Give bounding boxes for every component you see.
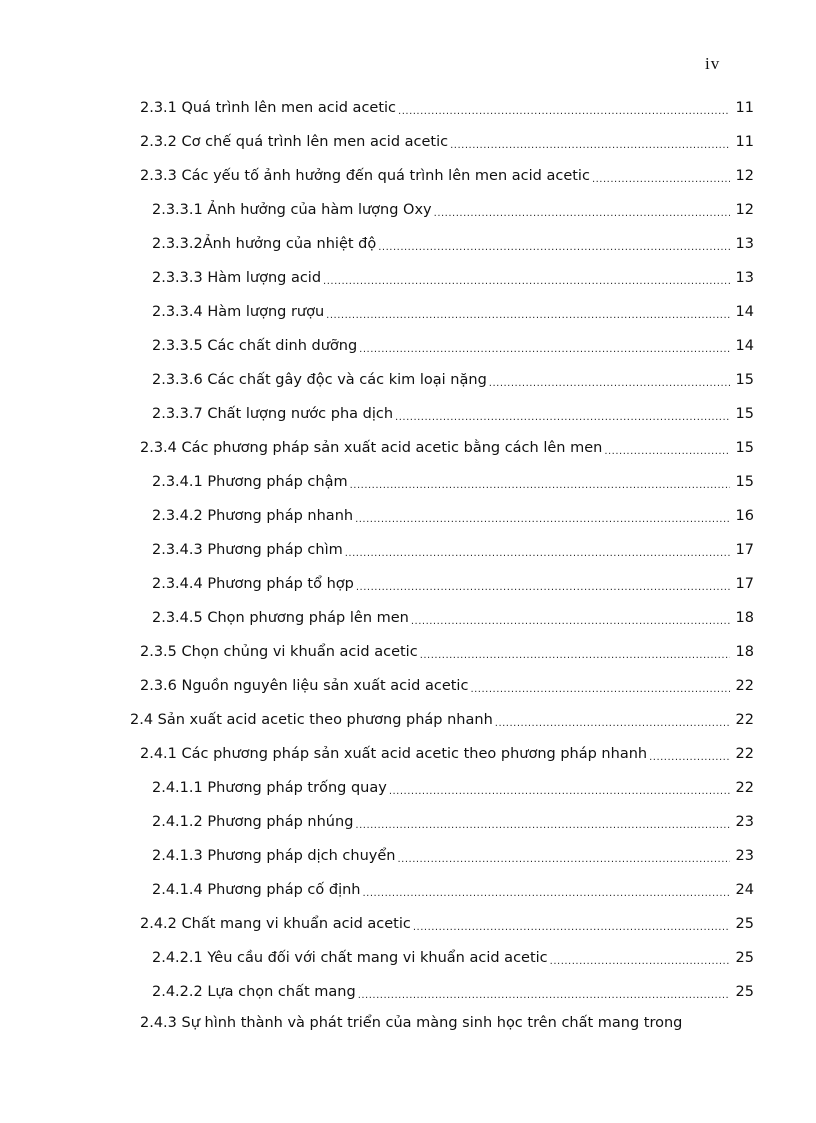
toc-entry[interactable] (0, 941, 816, 975)
toc-leader-dots (363, 888, 730, 899)
toc-entry-title: 2.3.3.6 Các chất gây độc và các kim loại nặng (152, 372, 487, 388)
toc-entry-page: 17 (735, 576, 754, 592)
toc-leader-dots (355, 820, 729, 831)
toc-entry-page: 15 (735, 372, 754, 388)
toc-entry-title: 2.4.2.1 Yêu cầu đối với chất mang vi khuẩn acid acetic (152, 950, 548, 966)
toc-leader-dots (355, 514, 729, 525)
toc-entry[interactable] (0, 703, 816, 737)
toc-leader-dots (358, 990, 730, 1001)
toc-entry-title: 2.3.6 Nguồn nguyên liệu sản xuất acid acetic (140, 678, 469, 694)
toc-entry-page: 25 (735, 950, 754, 966)
toc-leader-dots (356, 582, 730, 593)
toc-entry-title: 2.4.1.3 Phương pháp dịch chuyển (152, 848, 396, 864)
toc-entry-page: 24 (735, 882, 754, 898)
toc-entry[interactable] (0, 329, 816, 363)
toc-entry-title: 2.3.4.2 Phương pháp nhanh (152, 508, 354, 524)
toc-entry[interactable] (0, 499, 816, 533)
toc-entry-page: 22 (735, 712, 754, 728)
toc-entry-page: 13 (735, 236, 754, 252)
toc-entry-title: 2.3.3.7 Chất lượng nước pha dịch (152, 406, 394, 422)
toc-entry-page: 22 (735, 746, 754, 762)
toc-entry-page: 11 (735, 100, 754, 116)
toc-entry[interactable] (0, 975, 816, 1009)
toc-leader-dots (350, 480, 730, 491)
toc-entry-title: 2.3.2 Cơ chế quá trình lên men acid acetic (140, 134, 449, 150)
toc-entry-page: 15 (735, 406, 754, 422)
toc-leader-dots (495, 718, 730, 729)
toc-entry[interactable] (0, 669, 816, 703)
toc-entry[interactable] (0, 873, 816, 907)
toc-entry-page: 14 (735, 304, 754, 320)
toc-entry-page: 22 (735, 678, 754, 694)
toc-leader-dots (489, 378, 730, 389)
toc-entry[interactable] (0, 771, 816, 805)
toc-leader-dots (359, 344, 729, 355)
toc-entry-title: 2.3.3.3 Hàm lượng acid (152, 270, 322, 286)
toc-entry[interactable] (0, 805, 816, 839)
toc-entry-title: 2.3.1 Quá trình lên men acid acetic (140, 100, 397, 116)
toc-entry[interactable] (0, 907, 816, 941)
toc-entry-title: 2.3.3.5 Các chất dinh dưỡng (152, 338, 358, 354)
toc-entry[interactable] (0, 839, 816, 873)
toc-entry-title: 2.3.3.2Ảnh hưởng của nhiệt độ (152, 236, 377, 252)
toc-entry-page: 25 (735, 916, 754, 932)
toc-entry-title: 2.4.1.1 Phương pháp trống quay (152, 780, 387, 796)
toc-entry-page: 11 (735, 134, 754, 150)
toc-entry-page: 16 (735, 508, 754, 524)
toc-leader-dots (397, 854, 729, 865)
toc-leader-dots (550, 956, 730, 967)
toc-entry-page: 23 (735, 848, 754, 864)
toc-leader-dots (420, 650, 730, 661)
toc-entry-title: 2.4.1.2 Phương pháp nhúng (152, 814, 354, 830)
toc-entry-title: 2.4 Sản xuất acid acetic theo phương pháp nhanh (130, 712, 493, 728)
toc-entry-page: 22 (735, 780, 754, 796)
toc-entry[interactable] (0, 125, 816, 159)
toc-leader-dots (413, 922, 730, 933)
toc-trailing-entry: 2.4.3 Sự hình thành và phát triển của màng sinh học trên chất mang trong (140, 1015, 683, 1031)
toc-entry[interactable] (0, 227, 816, 261)
toc-leader-dots (411, 616, 730, 627)
toc-leader-dots (434, 208, 730, 219)
toc-leader-dots (649, 752, 729, 763)
table-of-contents (0, 91, 816, 1009)
toc-entry-title: 2.4.2.2 Lựa chọn chất mang (152, 984, 356, 1000)
toc-entry[interactable] (0, 635, 816, 669)
toc-entry[interactable] (0, 567, 816, 601)
toc-entry-page: 12 (735, 202, 754, 218)
toc-entry[interactable] (0, 533, 816, 567)
toc-entry-page: 15 (735, 440, 754, 456)
toc-entry-page: 17 (735, 542, 754, 558)
toc-entry-title: 2.3.4.1 Phương pháp chậm (152, 474, 348, 490)
toc-entry[interactable] (0, 397, 816, 431)
toc-entry-page: 14 (735, 338, 754, 354)
toc-entry-title: 2.4.1.4 Phương pháp cố định (152, 882, 361, 898)
toc-entry[interactable] (0, 363, 816, 397)
toc-entry-page: 23 (735, 814, 754, 830)
toc-entry[interactable] (0, 601, 816, 635)
toc-entry[interactable] (0, 193, 816, 227)
toc-entry-title: 2.3.3.4 Hàm lượng rượu (152, 304, 325, 320)
toc-entry-page: 18 (735, 610, 754, 626)
toc-entry[interactable] (0, 737, 816, 771)
toc-entry[interactable] (0, 295, 816, 329)
toc-entry[interactable] (0, 431, 816, 465)
toc-entry[interactable] (0, 159, 816, 193)
toc-entry-page: 12 (735, 168, 754, 184)
toc-leader-dots (323, 276, 730, 287)
toc-leader-dots (592, 174, 730, 185)
toc-entry-title: 2.4.1 Các phương pháp sản xuất acid acetic theo phương pháp nhanh (140, 746, 648, 762)
toc-entry-title: 2.4.2 Chất mang vi khuẩn acid acetic (140, 916, 411, 932)
toc-leader-dots (470, 684, 729, 695)
toc-entry-title: 2.3.4.3 Phương pháp chìm (152, 542, 343, 558)
toc-leader-dots (345, 548, 730, 559)
toc-entry-title: 2.3.3.1 Ảnh hưởng của hàm lượng Oxy (152, 202, 432, 218)
toc-entry-title: 2.3.4.4 Phương pháp tổ hợp (152, 576, 354, 592)
toc-entry-page: 13 (735, 270, 754, 286)
toc-entry-page: 18 (735, 644, 754, 660)
toc-entry-title: 2.3.4 Các phương pháp sản xuất acid acetic bằng cách lên men (140, 440, 603, 456)
toc-entry-title: 2.3.5 Chọn chủng vi khuẩn acid acetic (140, 644, 418, 660)
toc-entry-page: 15 (735, 474, 754, 490)
toc-entry-page: 25 (735, 984, 754, 1000)
toc-leader-dots (326, 310, 729, 321)
toc-entry[interactable] (0, 91, 816, 125)
toc-leader-dots (450, 140, 729, 151)
toc-entry-title: 2.3.4.5 Chọn phương pháp lên men (152, 610, 409, 626)
toc-leader-dots (604, 446, 729, 457)
toc-leader-dots (389, 786, 730, 797)
toc-entry[interactable] (0, 261, 816, 295)
page-number: iv (705, 54, 721, 73)
toc-leader-dots (398, 106, 730, 117)
toc-leader-dots (395, 412, 730, 423)
toc-leader-dots (378, 242, 729, 253)
toc-entry-title: 2.3.3 Các yếu tố ảnh hưởng đến quá trình lên men acid acetic (140, 168, 590, 184)
toc-entry[interactable] (0, 465, 816, 499)
